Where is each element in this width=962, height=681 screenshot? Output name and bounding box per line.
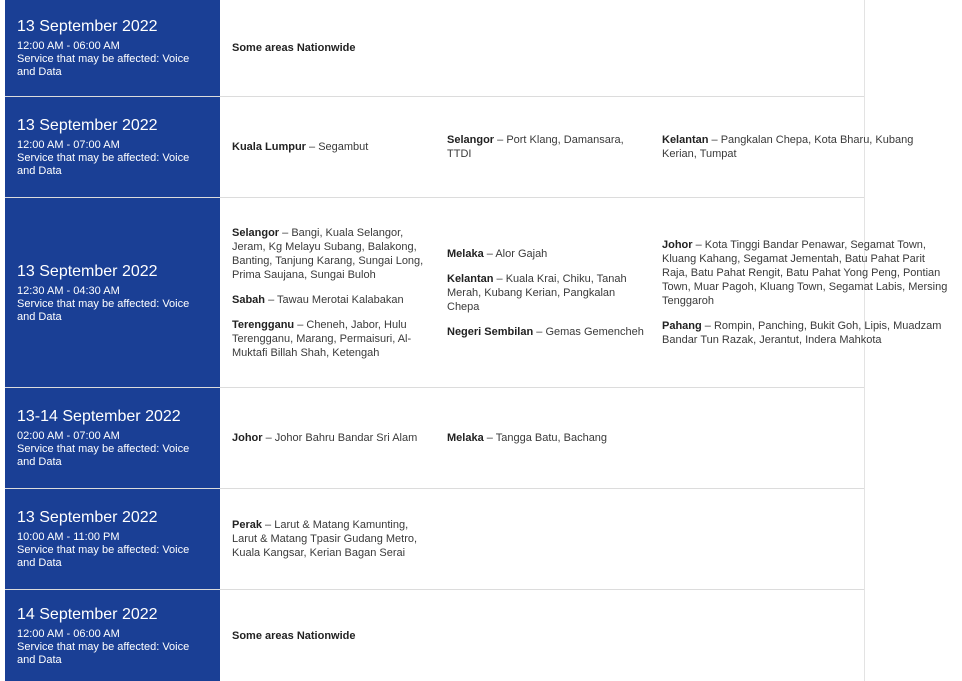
affected-areas-panel: [220, 198, 962, 387]
schedule-date-panel: [5, 97, 220, 197]
state-name: Selangor: [447, 134, 495, 146]
area-entry: Kelantan – Pangkalan Chepa, Kota Bharu, Kubang Kerian, Tumpat: [662, 134, 914, 160]
schedule-row: [5, 198, 948, 388]
area-column: [447, 247, 662, 339]
schedule-date-panel: [5, 489, 220, 589]
area-list: Larut & Matang Kamunting, Larut & Matang Tpasir Gudang Metro, Kuala Kangsar, Kerian Bagan Serai: [232, 519, 418, 559]
area-entry: Johor – Johor Bahru Bandar Sri Alam: [232, 432, 418, 444]
schedule-row: [5, 0, 864, 97]
service-affected-label: Service that may be affected: Voice and Data: [17, 53, 190, 78]
area-column: [232, 140, 447, 154]
area-list: Bangi, Kuala Selangor, Jeram, Kg Melayu Subang, Balakong, Banting, Tanjung Karang, Sungai Long, Prima Saujana, Sungai Buloh: [232, 226, 424, 281]
area-column: [662, 133, 962, 161]
state-name: Melaka: [447, 432, 484, 444]
area-list: Johor Bahru Bandar Sri Alam: [274, 432, 418, 444]
maintenance-time: 12:00 AM - 06:00 AM: [17, 627, 120, 640]
maintenance-time: 12:30 AM - 04:30 AM: [17, 284, 120, 297]
maintenance-date: 13 September 2022: [17, 117, 158, 134]
area-column: [232, 226, 447, 360]
area-column: [447, 133, 662, 161]
state-name: Sabah: [232, 293, 266, 306]
area-list: Kota Tinggi Bandar Penawar, Segamat Town, Kluang Kahang, Segamat Jementah, Batu Pahat Parit Raja, Batu Pahat Rengit, Batu Pahat Yong Peng, Pontian Town, Muar Pagoh, Kluang Town, Segamat Labis, Mersing Tenggaroh: [662, 239, 948, 307]
area-column: [662, 238, 962, 347]
state-name: Selangor: [232, 226, 280, 239]
state-name: Melaka: [447, 247, 484, 260]
maintenance-time: 12:00 AM - 07:00 AM: [17, 139, 120, 151]
state-name: Kuala Lumpur: [232, 141, 306, 153]
nationwide-note: Some areas Nationwide: [232, 629, 356, 642]
area-list: Cheneh, Jabor, Hulu Terengganu, Marang, Permaisuri, Al-Muktafi Billah Shah, Ketengah: [232, 318, 412, 359]
area-column: [447, 431, 662, 445]
schedule-row: [5, 388, 864, 489]
area-column: [232, 431, 447, 445]
area-entry: Negeri Sembilan – Gemas Gemencheh: [447, 325, 644, 338]
schedule-row: [5, 590, 864, 681]
area-list: Segambut: [318, 141, 369, 153]
schedule-date-panel: [5, 0, 220, 96]
area-entry: Sabah – Tawau Merotai Kalabakan: [232, 293, 404, 306]
maintenance-time: 10:00 AM - 11:00 PM: [17, 531, 120, 543]
area-entry: Melaka – Alor Gajah: [447, 247, 548, 260]
affected-areas-panel: [220, 590, 864, 681]
area-list: Rompin, Panching, Bukit Goh, Lipis, Muadzam Bandar Tun Razak, Jerantut, Indera Mahkota: [662, 320, 942, 346]
nationwide-note: Some areas Nationwide: [232, 42, 356, 54]
schedule-date-panel: [5, 388, 220, 488]
state-name: Johor: [232, 432, 263, 444]
area-entry: Selangor – Port Klang, Damansara, TTDI: [447, 134, 624, 160]
maintenance-date: 13 September 2022: [17, 18, 158, 35]
maintenance-date: 13 September 2022: [17, 262, 158, 280]
area-list: Tawau Merotai Kalabakan: [277, 293, 404, 306]
area-list: Gemas Gemencheh: [545, 325, 644, 338]
service-affected-label: Service that may be affected: Voice and Data: [17, 544, 190, 569]
affected-areas-panel: [220, 388, 864, 488]
area-entry: Selangor – Bangi, Kuala Selangor, Jeram, Kg Melayu Subang, Balakong, Banting, Tanjung Karang, Sungai Long, Prima Saujana, Sungai Buloh: [232, 226, 424, 281]
service-affected-label: Service that may be affected: Voice and Data: [17, 640, 190, 666]
state-name: Kelantan: [662, 134, 709, 146]
state-name: Terengganu: [232, 318, 295, 331]
maintenance-date: 13-14 September 2022: [17, 408, 181, 425]
area-list: Tangga Batu, Bachang: [495, 432, 608, 444]
maintenance-date: 14 September 2022: [17, 605, 158, 623]
schedule-date-panel: [5, 590, 220, 681]
schedule-row: [5, 97, 914, 198]
area-list: Pangkalan Chepa, Kota Bharu, Kubang Kerian, Tumpat: [662, 134, 914, 160]
area-entry: Kuala Lumpur – Segambut: [232, 141, 369, 153]
area-entry: Melaka – Tangga Batu, Bachang: [447, 432, 608, 444]
schedule-row: [5, 489, 864, 590]
affected-areas-panel: [220, 0, 864, 96]
affected-areas-panel: [220, 489, 864, 589]
maintenance-date: 13 September 2022: [17, 509, 158, 526]
service-affected-label: Service that may be affected: Voice and Data: [17, 297, 190, 323]
area-entry: Pahang – Rompin, Panching, Bukit Goh, Lipis, Muadzam Bandar Tun Razak, Jerantut, Indera Mahkota: [662, 320, 942, 346]
state-name: Negeri Sembilan: [447, 325, 534, 338]
maintenance-schedule: [5, 0, 948, 681]
service-affected-label: Service that may be affected: Voice and Data: [17, 152, 190, 177]
state-name: Kelantan: [447, 272, 494, 285]
affected-areas-panel: [220, 97, 962, 197]
area-entry: Kelantan – Kuala Krai, Chiku, Tanah Merah, Kubang Kerian, Pangkalan Chepa: [447, 272, 627, 313]
maintenance-time: 12:00 AM - 06:00 AM: [17, 40, 120, 52]
service-affected-label: Service that may be affected: Voice and Data: [17, 443, 190, 468]
area-entry: Perak – Larut & Matang Kamunting, Larut & Matang Tpasir Gudang Metro, Kuala Kangsar, Kerian Bagan Serai: [232, 519, 418, 559]
area-entry: Johor – Kota Tinggi Bandar Penawar, Segamat Town, Kluang Kahang, Segamat Jementah, Batu Pahat Parit Raja, Batu Pahat Rengit, Batu Pahat Yong Peng, Pontian Town, Muar Pagoh, Kluang Town, Segamat Labis, Mersing Tenggaroh: [662, 239, 948, 307]
area-list: Port Klang, Damansara, TTDI: [447, 134, 624, 160]
state-name: Johor: [662, 239, 693, 251]
area-entry: Terengganu – Cheneh, Jabor, Hulu Terengganu, Marang, Permaisuri, Al-Muktafi Billah Shah, Ketengah: [232, 318, 412, 359]
maintenance-time: 02:00 AM - 07:00 AM: [17, 430, 120, 442]
state-name: Pahang: [662, 320, 702, 332]
area-list: Kuala Krai, Chiku, Tanah Merah, Kubang Kerian, Pangkalan Chepa: [447, 272, 627, 313]
area-list: Alor Gajah: [495, 247, 548, 260]
state-name: Perak: [232, 519, 262, 531]
schedule-date-panel: [5, 198, 220, 387]
area-column: [232, 518, 447, 560]
